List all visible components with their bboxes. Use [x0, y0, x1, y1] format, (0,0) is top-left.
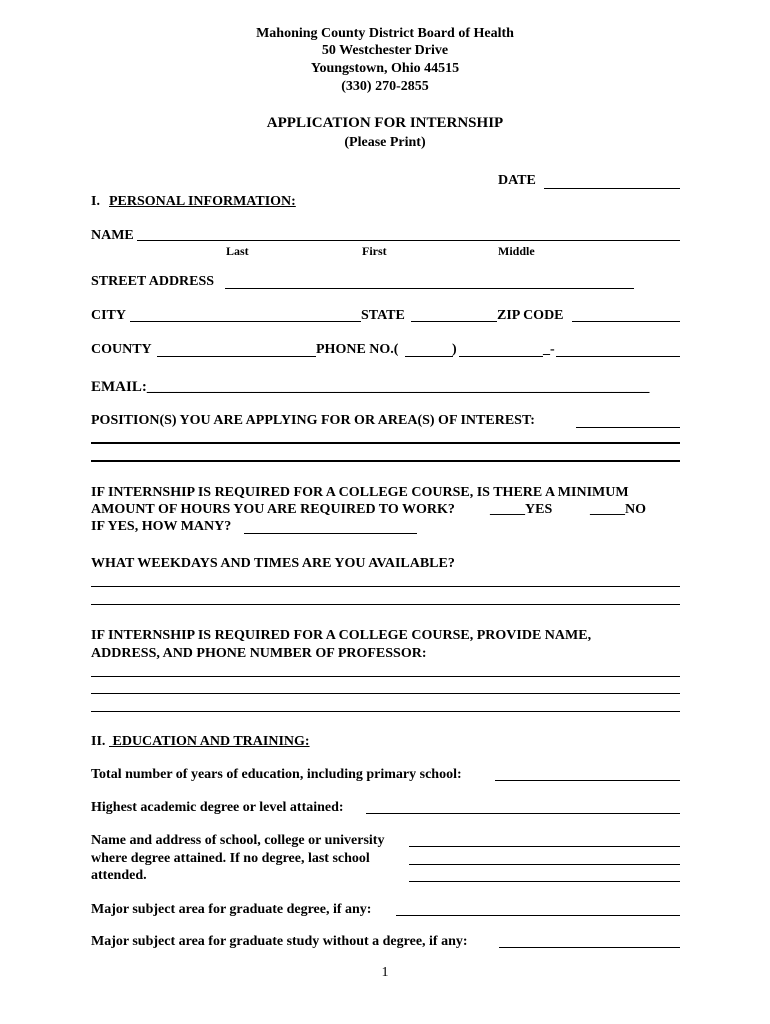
state-label: STATE — [361, 308, 405, 323]
hours-yes-option[interactable]: _____YES — [490, 502, 553, 517]
how-many-field[interactable] — [244, 533, 417, 534]
school-label-line3: attended. — [91, 868, 147, 883]
major-no-degree-label: Major subject area for graduate study without a degree, if any: — [91, 934, 468, 949]
name-last-caption: Last — [226, 244, 249, 258]
date-field[interactable] — [544, 188, 680, 189]
page-number: 1 — [381, 965, 389, 980]
professor-field-2[interactable] — [91, 693, 680, 694]
section-1-heading: PERSONAL INFORMATION: — [109, 194, 296, 209]
professor-field-3[interactable] — [91, 711, 680, 712]
weekdays-field-1[interactable] — [91, 586, 680, 587]
phone-dash: _- — [543, 342, 555, 357]
how-many-label: IF YES, HOW MANY? — [91, 519, 232, 534]
hours-question-line2: AMOUNT OF HOURS YOU ARE REQUIRED TO WORK? — [91, 502, 455, 517]
phone-label: PHONE NO.( — [316, 342, 399, 357]
name-middle-caption: Middle — [498, 244, 535, 258]
name-field[interactable] — [137, 240, 680, 241]
hours-question-line1: IF INTERNSHIP IS REQUIRED FOR A COLLEGE COURSE, IS THERE A MINIMUM — [91, 485, 629, 500]
phone-prefix-field[interactable] — [459, 356, 543, 357]
form-title: APPLICATION FOR INTERNSHIP — [266, 115, 504, 131]
street-address-field[interactable] — [225, 288, 634, 289]
city-label: CITY — [91, 308, 127, 323]
school-field-1[interactable] — [409, 846, 680, 847]
professor-label-line2: ADDRESS, AND PHONE NUMBER OF PROFESSOR: — [91, 646, 427, 661]
street-address-label: STREET ADDRESS — [91, 274, 215, 289]
zip-field[interactable] — [572, 321, 680, 322]
position-label: POSITION(S) YOU ARE APPLYING FOR OR AREA(S) OF INTEREST: — [91, 413, 535, 428]
school-label-line1: Name and address of school, college or university — [91, 833, 385, 848]
position-field-1[interactable] — [576, 427, 680, 428]
name-label: NAME — [91, 228, 134, 243]
school-field-3[interactable] — [409, 881, 680, 882]
section-2-heading: EDUCATION AND TRAINING: — [109, 734, 310, 749]
city-field[interactable] — [130, 321, 361, 322]
position-field-3[interactable] — [91, 460, 680, 462]
org-phone: (330) 270-2855 — [341, 79, 429, 94]
position-field-2[interactable] — [91, 442, 680, 444]
section-2-number: II. — [91, 734, 106, 749]
date-label: DATE — [498, 173, 536, 188]
professor-field-1[interactable] — [91, 676, 680, 677]
degree-field[interactable] — [366, 813, 680, 814]
phone-area-code-field[interactable] — [405, 356, 453, 357]
school-field-2[interactable] — [409, 864, 680, 865]
major-graduate-label: Major subject area for graduate degree, if any: — [91, 902, 372, 917]
org-name: Mahoning County District Board of Health — [256, 26, 514, 41]
school-label-line2: where degree attained. If no degree, last school — [91, 851, 370, 866]
degree-label: Highest academic degree or level attained: — [91, 800, 344, 815]
email-field[interactable]: EMAIL:___________________________________________________________________ — [91, 379, 650, 395]
org-street: 50 Westchester Drive — [321, 43, 449, 58]
name-first-caption: First — [362, 244, 387, 258]
state-field[interactable] — [411, 321, 497, 322]
hours-no-option[interactable]: _____NO — [590, 502, 646, 517]
weekdays-label: WHAT WEEKDAYS AND TIMES ARE YOU AVAILABLE? — [91, 556, 455, 571]
phone-paren: ) — [452, 342, 457, 357]
professor-label-line1: IF INTERNSHIP IS REQUIRED FOR A COLLEGE COURSE, PROVIDE NAME, — [91, 628, 592, 643]
major-graduate-field[interactable] — [396, 915, 680, 916]
phone-line-field[interactable] — [556, 356, 680, 357]
years-education-label: Total number of years of education, including primary school: — [91, 767, 462, 782]
org-city: Youngstown, Ohio 44515 — [310, 61, 460, 76]
form-subtitle: (Please Print) — [344, 135, 426, 150]
county-field[interactable] — [157, 356, 316, 357]
weekdays-field-2[interactable] — [91, 604, 680, 605]
major-no-degree-field[interactable] — [499, 947, 680, 948]
years-education-field[interactable] — [495, 780, 680, 781]
section-1-number: I. — [91, 194, 100, 209]
county-label: COUNTY — [91, 342, 152, 357]
zip-label: ZIP CODE — [497, 308, 564, 323]
